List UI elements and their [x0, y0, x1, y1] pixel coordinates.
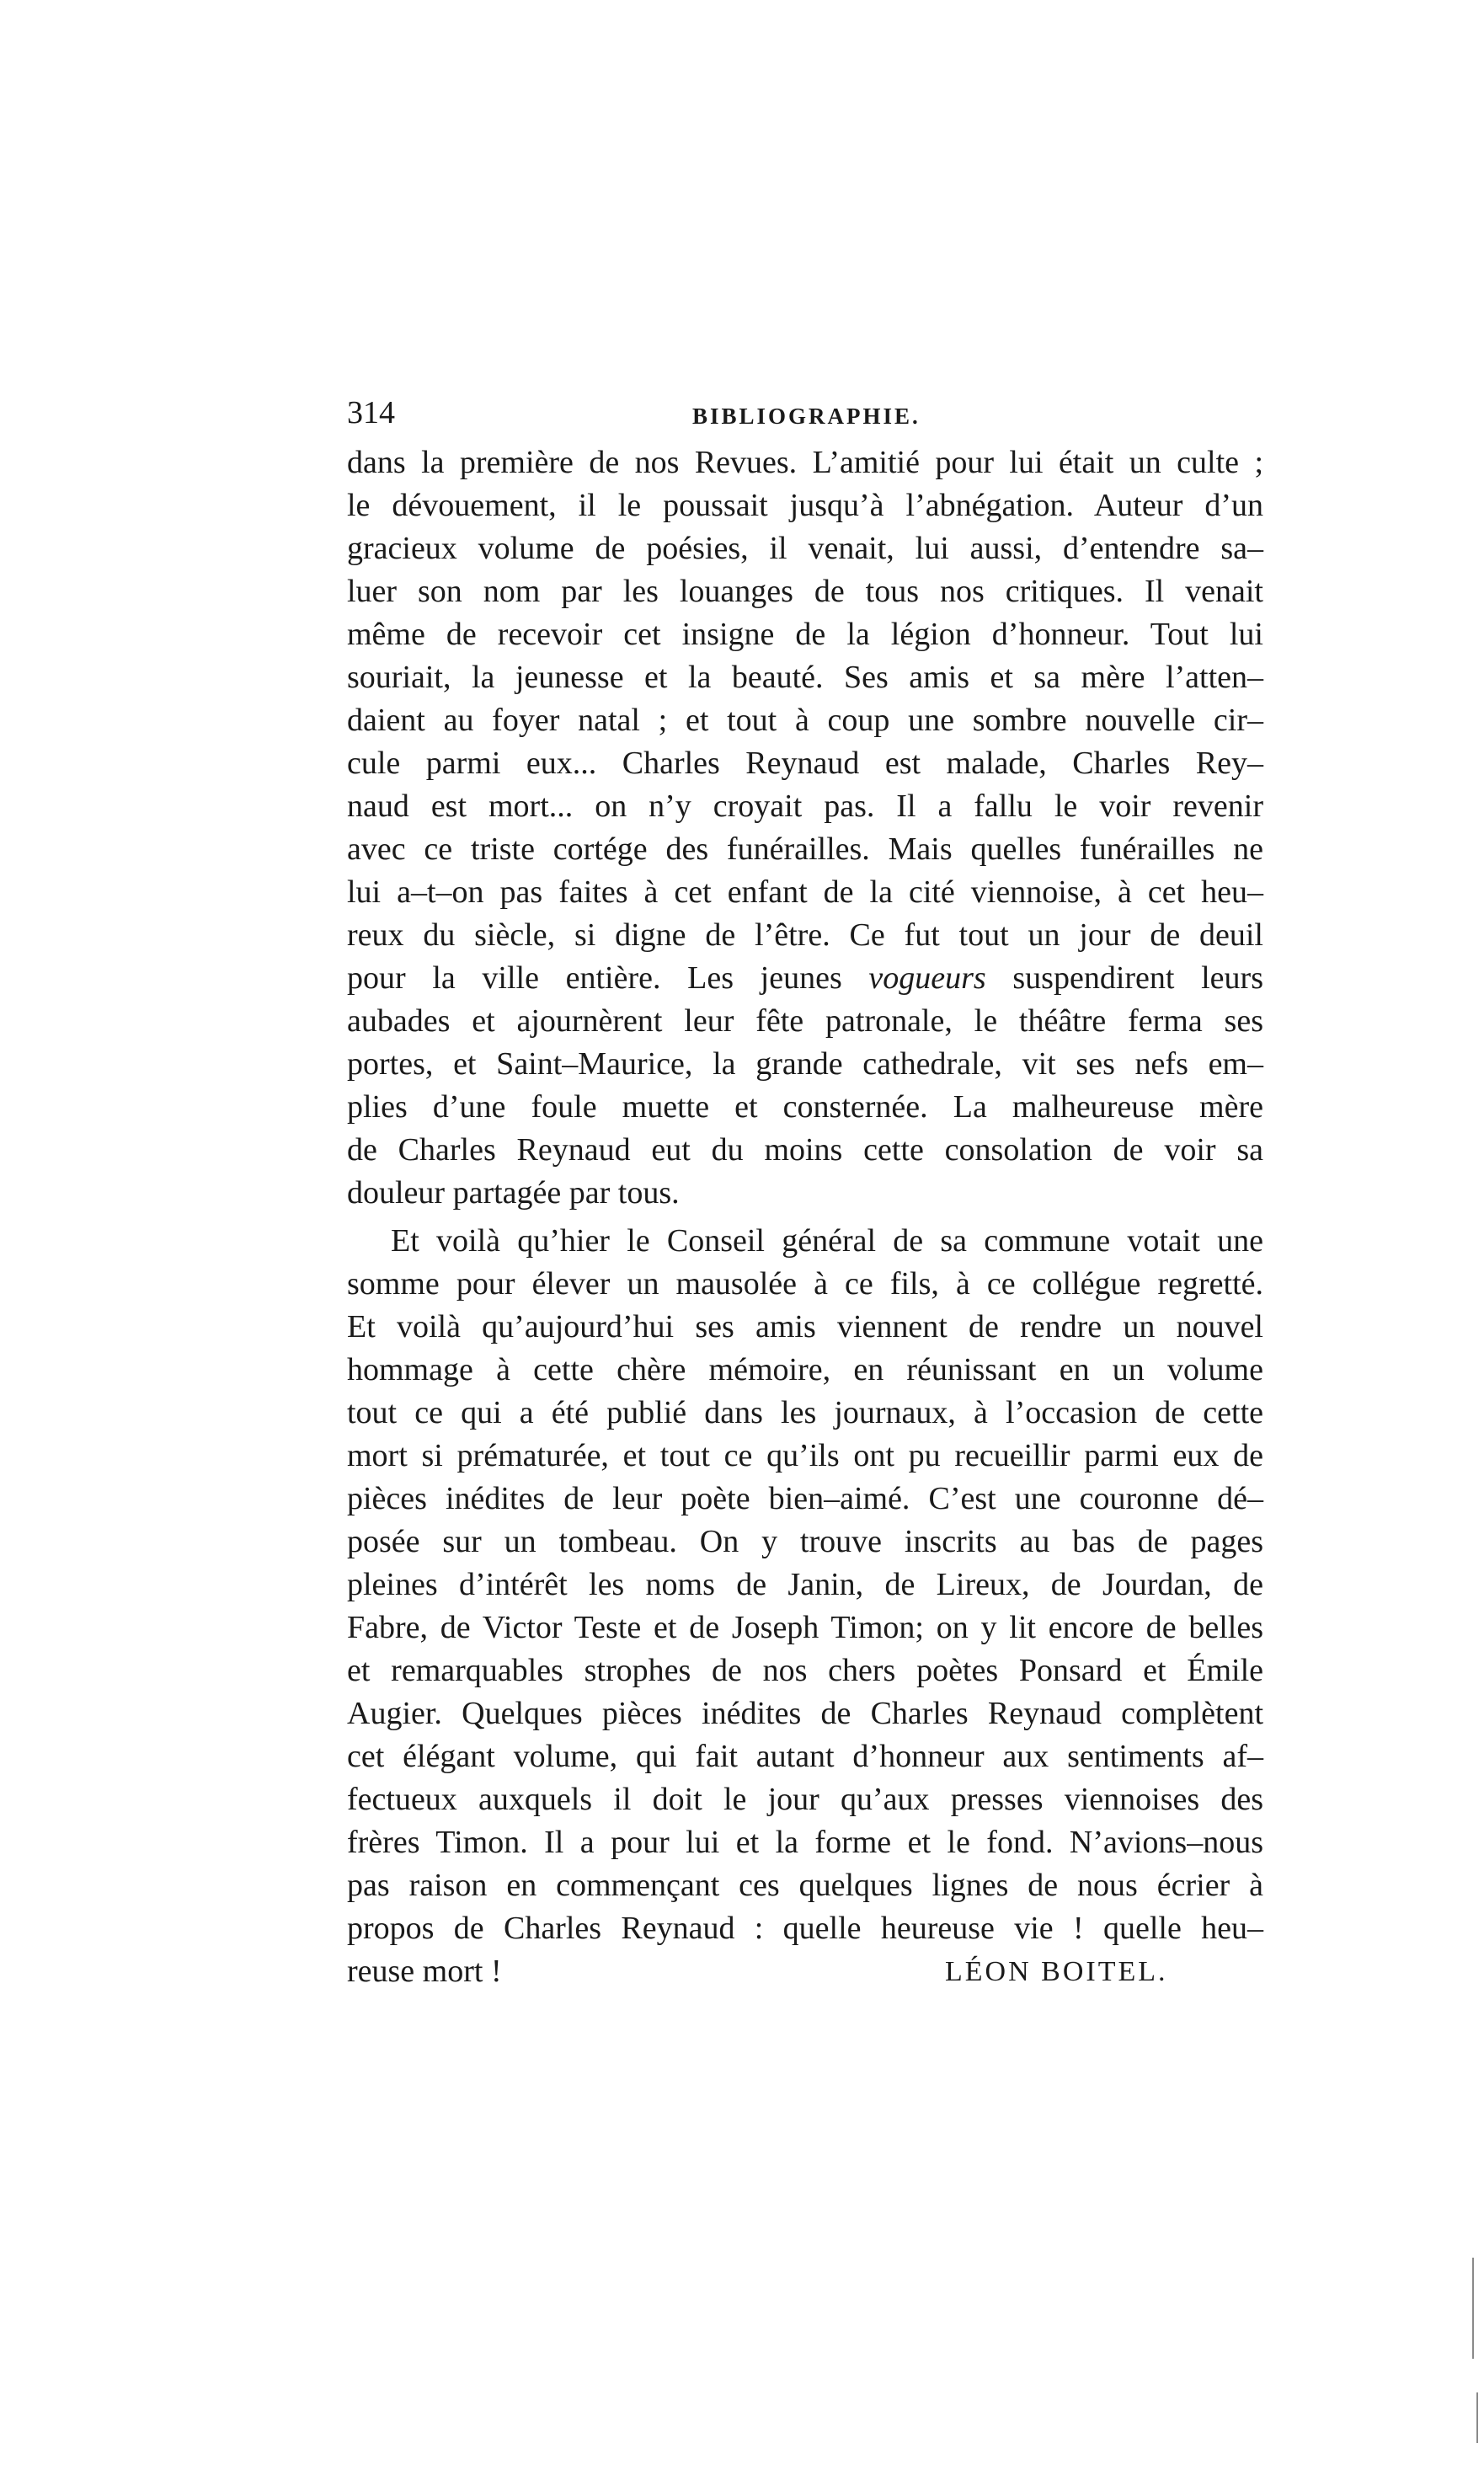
text-line: pour la ville entière. Les jeunes vogueurs suspendirent leurs — [347, 960, 1263, 996]
paragraph-1 — [347, 441, 1263, 1215]
text-line: souriait, la jeunesse et la beauté. Ses amis et sa mère l’atten– — [347, 660, 1263, 695]
text-line: pas raison en commençant ces quelques lignes de nous écrier à — [347, 1868, 1263, 1903]
text-line: et remarquables strophes de nos chers poètes Ponsard et Émile — [347, 1653, 1263, 1688]
text-line: Et voilà qu’hier le Conseil général de sa commune votait une — [391, 1223, 1263, 1259]
running-head — [347, 388, 1263, 438]
text-line: le dévouement, il le poussait jusqu’à l’abnégation. Auteur d’un — [347, 488, 1263, 523]
paragraph-2 — [347, 1220, 1263, 1993]
text-line: daient au foyer natal ; et tout à coup une sombre nouvelle cir– — [347, 703, 1263, 738]
text-line: lui a–t–on pas faites à cet enfant de la cité viennoise, à cet heu– — [347, 874, 1263, 910]
text-line: hommage à cette chère mémoire, en réunissant en un volume — [347, 1352, 1263, 1387]
text-line: naud est mort... on n’y croyait pas. Il a fallu le voir revenir — [347, 788, 1263, 824]
scan-edge-mark — [1472, 2258, 1474, 2359]
text-line: aubades et ajournèrent leur fête patronale, le théâtre ferma ses — [347, 1003, 1263, 1039]
text-line: mort si prématurée, et tout ce qu’ils ont pu recueillir parmi eux de — [347, 1438, 1263, 1473]
body-text — [347, 441, 1263, 1993]
text-line: pleines d’intérêt les noms de Janin, de Lireux, de Jourdan, de — [347, 1567, 1263, 1602]
text-line: somme pour élever un mausolée à ce fils, à ce collégue regretté. — [347, 1266, 1263, 1302]
closing-text: reuse mort ! — [347, 1954, 502, 1989]
running-title: BIBLIOGRAPHIE. — [692, 404, 921, 429]
text-line: posée sur un tombeau. On y trouve inscrits au bas de pages — [347, 1524, 1263, 1559]
scan-edge-mark — [1476, 2392, 1478, 2443]
author-signature: LÉON BOITEL. — [945, 1956, 1168, 1987]
text-line: frères Timon. Il a pour lui et la forme et le fond. N’avions–nous — [347, 1825, 1263, 1860]
text-line: Et voilà qu’aujourd’hui ses amis viennent de rendre un nouvel — [347, 1309, 1263, 1344]
text-line: pièces inédites de leur poète bien–aimé. C’est une couronne dé– — [347, 1481, 1263, 1516]
text-line: même de recevoir cet insigne de la légion d’honneur. Tout lui — [347, 617, 1263, 652]
page-number: 314 — [347, 395, 395, 430]
text-line: gracieux volume de poésies, il venait, lui aussi, d’entendre sa– — [347, 531, 1263, 566]
text-line: cule parmi eux... Charles Reynaud est malade, Charles Rey– — [347, 746, 1263, 781]
emphasis-text: vogueurs — [868, 960, 986, 996]
text-line: dans la première de nos Revues. L’amitié pour lui était un culte ; — [347, 445, 1263, 480]
text-line: plies d’une foule muette et consternée. La malheureuse mère — [347, 1089, 1263, 1125]
text-line: Fabre, de Victor Teste et de Joseph Timon; on y lit encore de belles — [347, 1610, 1263, 1645]
text-line: Augier. Quelques pièces inédites de Charles Reynaud complètent — [347, 1696, 1263, 1731]
text-line: portes, et Saint–Maurice, la grande cathedrale, vit ses nefs em– — [347, 1046, 1263, 1082]
text-line: propos de Charles Reynaud : quelle heureuse vie ! quelle heu– — [347, 1911, 1263, 1946]
text-line: cet élégant volume, qui fait autant d’honneur aux sentiments af– — [347, 1739, 1263, 1774]
text-line: douleur partagée par tous. — [347, 1175, 680, 1211]
text-line: reux du siècle, si digne de l’être. Ce fut tout un jour de deuil — [347, 917, 1263, 953]
text-line: tout ce qui a été publié dans les journaux, à l’occasion de cette — [347, 1395, 1263, 1430]
text-line — [347, 1950, 1263, 1993]
text-line: de Charles Reynaud eut du moins cette consolation de voir sa — [347, 1132, 1263, 1168]
text-line: fectueux auxquels il doit le jour qu’aux presses viennoises des — [347, 1782, 1263, 1817]
text-line: luer son nom par les louanges de tous nos critiques. Il venait — [347, 574, 1263, 609]
text-line: avec ce triste cortége des funérailles. Mais quelles funérailles ne — [347, 831, 1263, 867]
